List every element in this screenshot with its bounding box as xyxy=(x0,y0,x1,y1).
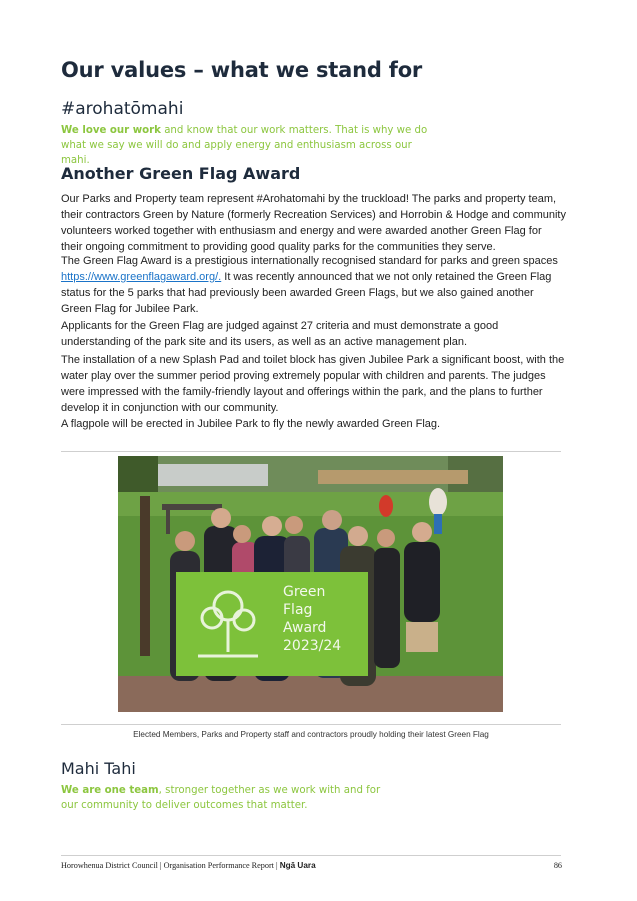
divider xyxy=(61,724,561,725)
paragraph-3: Applicants for the Green Flag are judged against 27 criteria and must demonstrate a good understanding of the park site and its users, as well as an active management plan. xyxy=(61,320,499,348)
paragraph-2 xyxy=(61,253,566,317)
value-text-line2: our community to deliver outcomes that matter. xyxy=(61,800,308,811)
paragraph-1: Our Parks and Property team represent #Arohatomahi by the truckload! The parks and property team, their contractors Green by Nature (formerly Recreation Services) and Horrobin & Hodge and community volunteers worked together with enthusiasm and energy and were awarded another Green Flag for their ongoing commitment to providing good quality parks for the communities they serve. xyxy=(61,193,566,253)
page-title: Our values – what we stand for xyxy=(61,58,423,82)
page-number: 86 xyxy=(553,861,562,870)
section-heading: Another Green Flag Award xyxy=(61,164,301,183)
group-photo xyxy=(118,456,503,712)
paragraph-4: The installation of a new Splash Pad and toilet block has given Jubilee Park a significant boost, with the water play over the summer period proving extremely popular with children and parents. The judges were impressed with the family-friendly layout and offerings within the park, and the plans to further develop it in conjunction with our community. xyxy=(61,354,565,414)
flag-text-green: Green xyxy=(283,584,326,600)
value-heading-mahi-tahi: Mahi Tahi xyxy=(61,759,136,778)
footer-text xyxy=(61,861,316,870)
paragraph-5: A flagpole will be erected in Jubilee Park to fly the newly awarded Green Flag. xyxy=(61,418,441,430)
value-lead: We love our work xyxy=(61,125,161,136)
footer-divider xyxy=(61,855,561,856)
flag-text-year: 2023/24 xyxy=(283,638,342,654)
value-statement-mahi-tahi xyxy=(61,783,441,813)
paragraph-2-end: It was recently announced that we not only retained the Green Flag status for the 5 parks that had previously been awarded Green Flags, but we also gained another Green Flag for Jubilee Park. xyxy=(61,271,552,315)
value-statement-arohatomahi xyxy=(61,123,441,168)
group-photo-illustration xyxy=(118,456,503,712)
footer-section: Ngā Uara xyxy=(279,861,316,870)
greenflag-link[interactable]: https://www.greenflagaward.org/. xyxy=(61,271,222,283)
footer-org: Horowhenua District Council | Organisation Performance Report | xyxy=(61,861,280,870)
value-heading-arohatomahi: #arohatōmahi xyxy=(61,99,184,119)
value-text: and know that our work matters. That is why we do xyxy=(160,125,428,136)
paragraph-2-start: The Green Flag Award is a prestigious internationally recognised standard for parks and green spaces xyxy=(61,255,558,267)
photo-caption: Elected Members, Parks and Property staff and contractors proudly holding their latest Green Flag xyxy=(133,730,489,739)
value-text: , stronger together as we work with and for xyxy=(158,785,381,796)
value-text-line2: what we say we will do and apply energy and enthusiasm across our mahi. xyxy=(61,140,412,166)
value-lead: We are one team xyxy=(61,785,159,796)
divider xyxy=(61,451,561,452)
flag-text-award: Award xyxy=(283,620,327,636)
flag-text-flag: Flag xyxy=(283,602,313,618)
